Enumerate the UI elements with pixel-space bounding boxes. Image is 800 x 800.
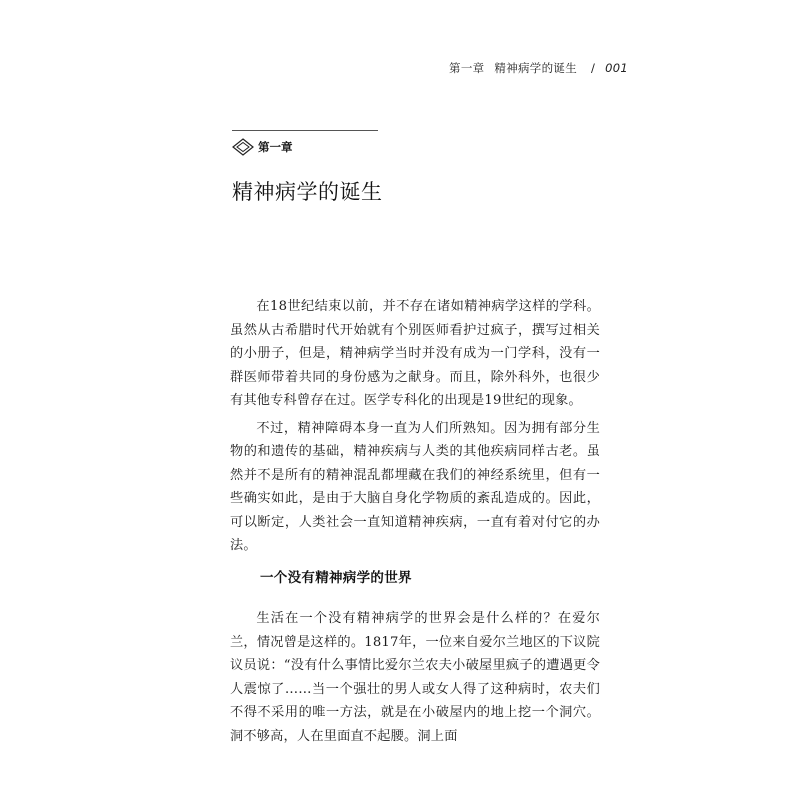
chapter-badge (232, 136, 293, 158)
paragraph: 在18世纪结束以前，并不存在诸如精神病学这样的学科。虽然从古希腊时代开始就有个别医师看护过疯子，撰写过相关的小册子，但是，精神病学当时并没有成为一门学科，没有一群医师带着共同的身份感为之献身。而且，除外科外，也很少有其他专科曾存在过。医学专科化的出现是19世纪的现象。 (230, 299, 600, 408)
diamond-ornament-icon (232, 138, 254, 156)
running-header-separator: / (590, 61, 596, 75)
section-body-text (230, 607, 600, 748)
running-header (449, 60, 628, 76)
running-header-title: 精神病学的诞生 (494, 61, 578, 75)
running-header-chapter: 第一章 (449, 61, 485, 75)
chapter-title: 精神病学的诞生 (232, 180, 383, 204)
paragraph: 不过，精神障碍本身一直为人们所熟知。因为拥有部分生物的和遗传的基础，精神疾病与人类的其他疾病同样古老。虽然并不是所有的精神混乱都埋藏在我们的神经系统里，但有一些确实如此，是由于大脑自身化学物质的紊乱造成的。因此，可以断定，人类社会一直知道精神疾病，一直有着对付它的办法。 (230, 420, 600, 553)
section-heading: 一个没有精神病学的世界 (260, 570, 412, 586)
chapter-label: 第一章 (258, 140, 293, 154)
paragraph: 生活在一个没有精神病学的世界会是什么样的？在爱尔兰，情况曾是这样的。1817年，一位来自爱尔兰地区的下议院议员说：“没有什么事情比爱尔兰农夫小破屋里疯子的遭遇更令人震惊了……当一个强壮的男人或女人得了这种病时，农夫们不得不采用的唯一方法，就是在小破屋内的地上挖一个洞穴。洞不够高，人在里面直不起腰。洞上面 (230, 611, 600, 744)
page-number: 001 (605, 61, 628, 75)
body-text (230, 295, 600, 558)
chapter-rule (232, 130, 378, 131)
